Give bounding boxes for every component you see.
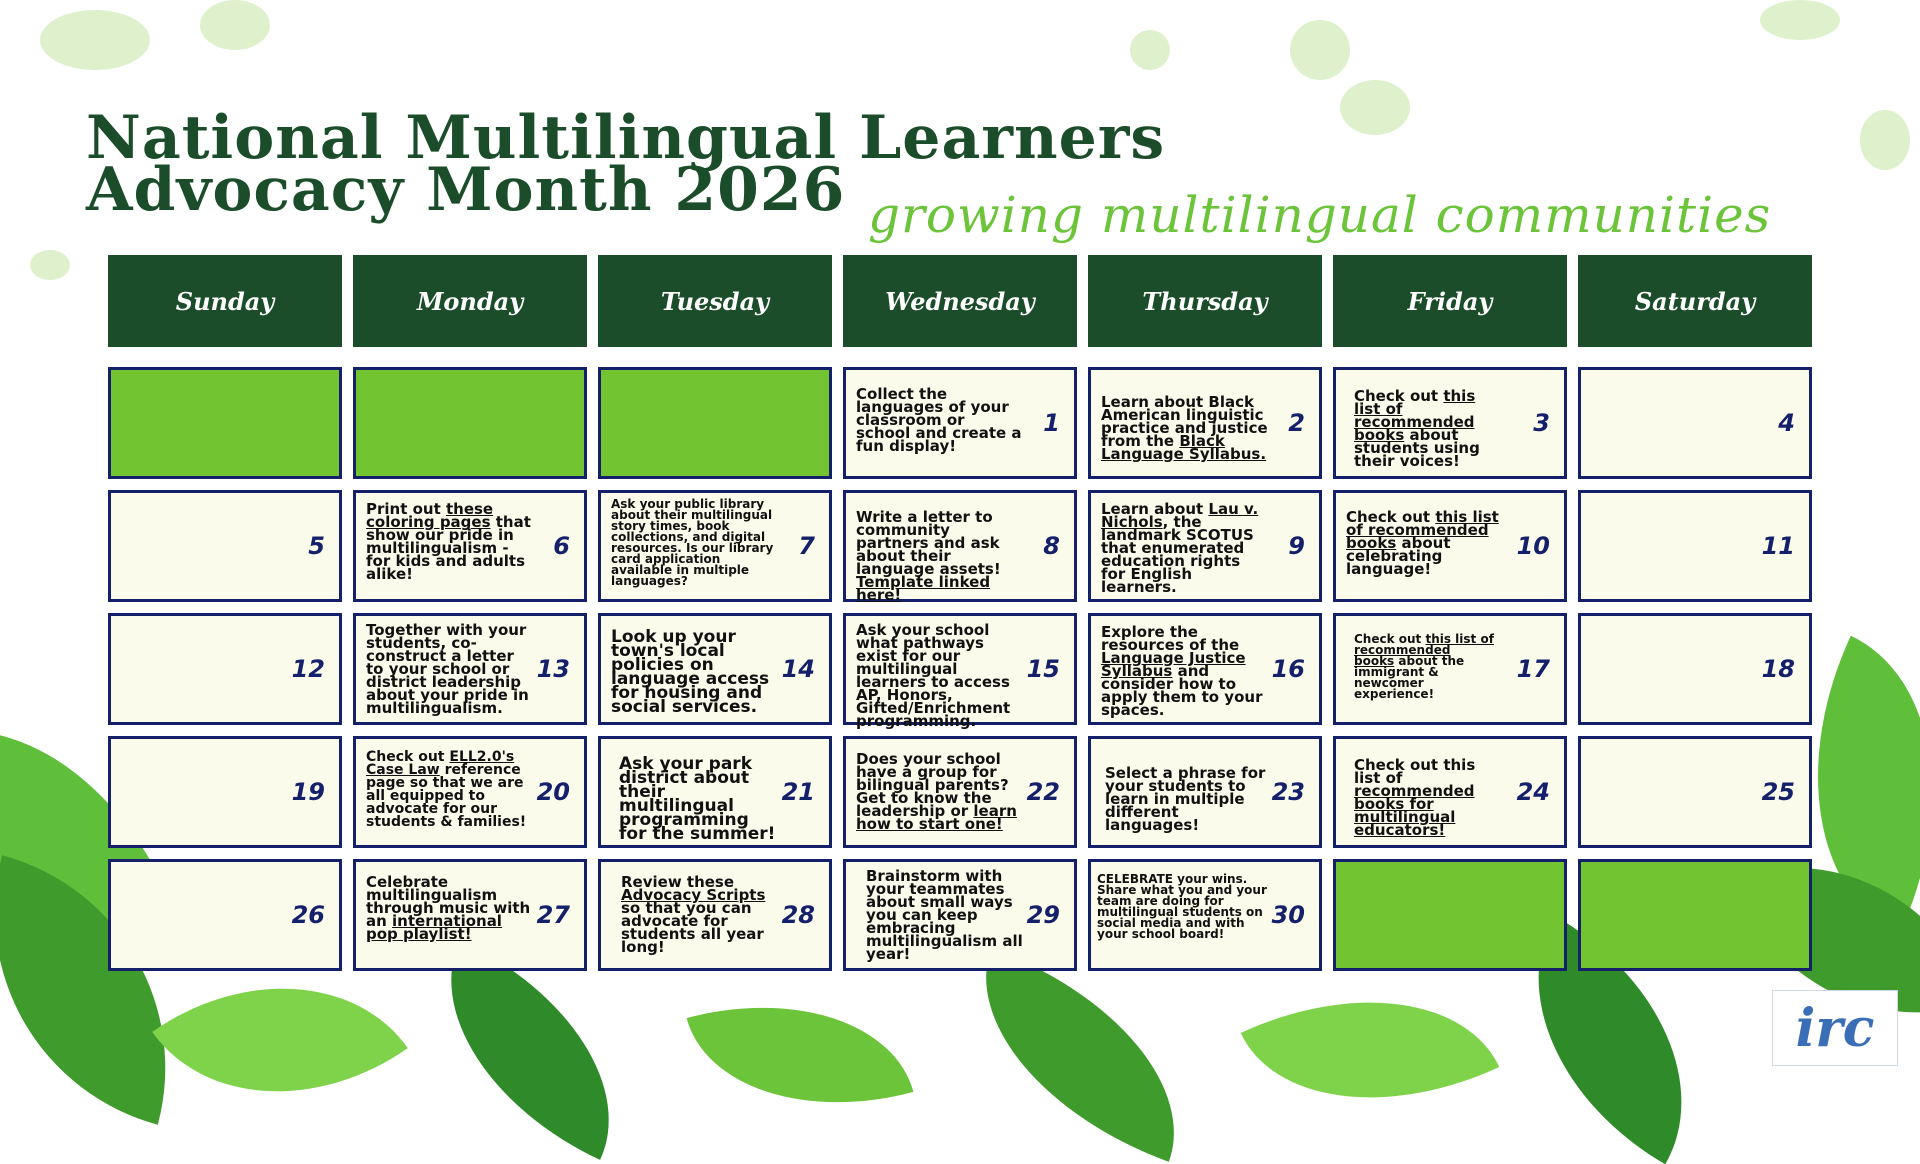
day-header-tuesday: Tuesday <box>598 255 832 347</box>
day-header-saturday: Saturday <box>1578 255 1812 347</box>
resource-link[interactable]: international pop playlist! <box>366 912 502 943</box>
day-activity: Review these Advocacy Scripts so that you can advocate for students all year long! <box>621 873 766 956</box>
resource-link[interactable]: recommended books for multilingual educators! <box>1354 782 1475 839</box>
irc-logo: irc <box>1772 990 1898 1066</box>
day-cell <box>843 736 1077 848</box>
resource-link[interactable]: this list of recommended books <box>1354 632 1494 668</box>
day-number: 22 <box>1026 778 1060 806</box>
day-cell <box>1333 613 1567 725</box>
title-line-2: Advocacy Month 2026 <box>86 155 846 225</box>
day-cell <box>108 859 342 971</box>
empty-day-cell <box>598 367 832 479</box>
weekday-header-row <box>108 255 1812 347</box>
day-number: 21 <box>781 778 815 806</box>
day-number: 19 <box>291 778 325 806</box>
paint-splatter <box>1860 110 1910 170</box>
day-cell <box>1333 736 1567 848</box>
empty-day-cell <box>108 367 342 479</box>
day-cell <box>1578 613 1812 725</box>
day-header-friday: Friday <box>1333 255 1567 347</box>
day-number: 8 <box>1043 532 1060 560</box>
day-activity: Celebrate multilingualism through music with an international pop playlist! <box>366 873 531 943</box>
day-cell <box>1578 490 1812 602</box>
day-activity: Check out ELL2.0's Case Law reference page so that we are all equipped to advocate for our students & families! <box>366 749 527 830</box>
day-cell <box>1088 859 1322 971</box>
paint-splatter <box>40 10 150 70</box>
day-header-sunday: Sunday <box>108 255 342 347</box>
day-number: 14 <box>781 655 815 683</box>
day-activity: Ask your park district about their multilingual programming for the summer! <box>619 754 776 844</box>
day-number: 3 <box>1533 409 1550 437</box>
day-cell <box>843 367 1077 479</box>
day-activity: Ask your public library about their multilingual story times, book collections, and digital resources. Is our library card application available in multiple languages? <box>611 497 774 588</box>
paint-splatter <box>1130 30 1170 70</box>
day-number: 6 <box>553 532 570 560</box>
paint-splatter <box>200 0 270 50</box>
day-cell <box>1088 613 1322 725</box>
day-activity: Check out this list of recommended books about students using their voices! <box>1354 387 1480 470</box>
resource-link[interactable]: ELL2.0's Case Law <box>366 749 515 778</box>
day-activity: Ask your school what pathways exist for our multilingual learners to access AP, Honors, Gifted/Enrichment programming. <box>856 621 1011 730</box>
day-number: 10 <box>1516 532 1550 560</box>
resource-link[interactable]: Lau v. Nichols <box>1101 500 1259 531</box>
tagline: growing multilingual communities <box>868 186 1772 244</box>
day-cell <box>598 613 832 725</box>
foliage-leaf <box>401 940 660 1160</box>
day-activity: Print out these coloring pages that show our pride in multilingualism - for kids and adults alike! <box>366 500 531 583</box>
day-number: 25 <box>1761 778 1795 806</box>
empty-day-cell <box>1578 859 1812 971</box>
day-number: 2 <box>1288 409 1305 437</box>
paint-splatter <box>30 250 70 280</box>
day-cell <box>598 490 832 602</box>
resource-link[interactable]: this list of recommended books <box>1354 387 1476 444</box>
day-cell <box>1578 367 1812 479</box>
day-cell <box>108 490 342 602</box>
resource-link[interactable]: this list of recommended books <box>1346 508 1499 552</box>
day-cell <box>1333 367 1567 479</box>
paint-splatter <box>1340 80 1410 135</box>
day-activity: Select a phrase for your students to learn in multiple different languages! <box>1105 764 1266 834</box>
day-number: 16 <box>1271 655 1305 683</box>
day-number: 26 <box>291 901 325 929</box>
day-number: 7 <box>798 532 815 560</box>
day-number: 9 <box>1288 532 1305 560</box>
day-number: 5 <box>308 532 325 560</box>
day-number: 15 <box>1026 655 1060 683</box>
day-activity: Check out this list of recommended books about the immigrant & newcomer experience! <box>1354 632 1494 701</box>
day-number: 12 <box>291 655 325 683</box>
day-activity: Does your school have a group for bilingual parents? Get to know the leadership or learn how to start one! <box>856 750 1017 833</box>
day-cell <box>1088 736 1322 848</box>
day-cell <box>1333 490 1567 602</box>
day-number: 4 <box>1778 409 1795 437</box>
foliage-leaf <box>1241 940 1500 1160</box>
day-cell <box>108 736 342 848</box>
foliage-leaf <box>943 948 1216 1162</box>
paint-splatter <box>1290 20 1350 80</box>
day-cell <box>843 859 1077 971</box>
foliage-leaf <box>687 966 914 1143</box>
day-cell <box>1088 367 1322 479</box>
resource-link[interactable]: Black Language Syllabus. <box>1101 432 1267 463</box>
day-number: 20 <box>536 778 570 806</box>
day-cell <box>1578 736 1812 848</box>
day-number: 23 <box>1271 778 1305 806</box>
day-cell <box>598 736 832 848</box>
day-cell <box>598 859 832 971</box>
day-activity: Write a letter to community partners and ask about their language assets! Template linked here! <box>856 508 1001 604</box>
resource-link[interactable]: Advocacy Scripts <box>621 886 766 904</box>
day-cell <box>353 736 587 848</box>
day-activity: Learn about Black American linguistic practice and justice from the Black Language Syllabus. <box>1101 393 1268 463</box>
day-number: 1 <box>1043 409 1060 437</box>
day-activity: Look up your town's local policies on language access for housing and social services. <box>611 627 770 717</box>
day-cell <box>843 613 1077 730</box>
day-number: 11 <box>1761 532 1795 560</box>
day-activity: CELEBRATE your wins. Share what you and your team are doing for multilingual students on social media and with your school board! <box>1097 872 1267 941</box>
resource-link[interactable]: these coloring pages <box>366 500 494 531</box>
day-number: 18 <box>1761 655 1795 683</box>
day-header-wednesday: Wednesday <box>843 255 1077 347</box>
resource-link[interactable]: Template linked here! <box>856 573 991 604</box>
day-cell <box>843 490 1077 602</box>
day-cell <box>353 859 587 971</box>
day-number: 30 <box>1271 901 1305 929</box>
empty-day-cell <box>353 367 587 479</box>
day-cell <box>108 613 342 725</box>
day-number: 17 <box>1516 655 1550 683</box>
day-header-monday: Monday <box>353 255 587 347</box>
day-number: 27 <box>536 901 570 929</box>
day-activity: Collect the languages of your classroom or school and create a fun display! <box>856 385 1022 455</box>
day-cell <box>353 613 587 725</box>
title-line-1: National Multilingual Learners <box>86 103 1166 173</box>
day-number: 13 <box>536 655 570 683</box>
empty-day-cell <box>1333 859 1567 971</box>
day-activity: Together with your students, co-construct a letter to your school or district leadership about your pride in multilingualism. <box>366 621 529 717</box>
day-number: 28 <box>781 901 815 929</box>
day-cell <box>353 490 587 602</box>
resource-link[interactable]: Language Justice Syllabus <box>1101 649 1246 680</box>
day-number: 29 <box>1026 901 1060 929</box>
day-header-thursday: Thursday <box>1088 255 1322 347</box>
day-number: 24 <box>1516 778 1550 806</box>
resource-link[interactable]: learn how to start one! <box>856 802 1017 833</box>
day-cell <box>1088 490 1322 602</box>
day-activity: Check out this list of recommended books about celebrating language! <box>1346 508 1499 578</box>
day-activity: Brainstorm with your teammates about small ways you can keep embracing multilingualism all year! <box>866 867 1023 963</box>
day-activity: Check out this list of recommended books for multilingual educators! <box>1354 756 1476 839</box>
day-activity: Explore the resources of the Language Justice Syllabus and consider how to apply them to your spaces. <box>1101 623 1263 719</box>
paint-splatter <box>1760 0 1840 40</box>
day-activity: Learn about Lau v. Nichols, the landmark SCOTUS that enumerated education rights for English learners. <box>1101 500 1259 596</box>
